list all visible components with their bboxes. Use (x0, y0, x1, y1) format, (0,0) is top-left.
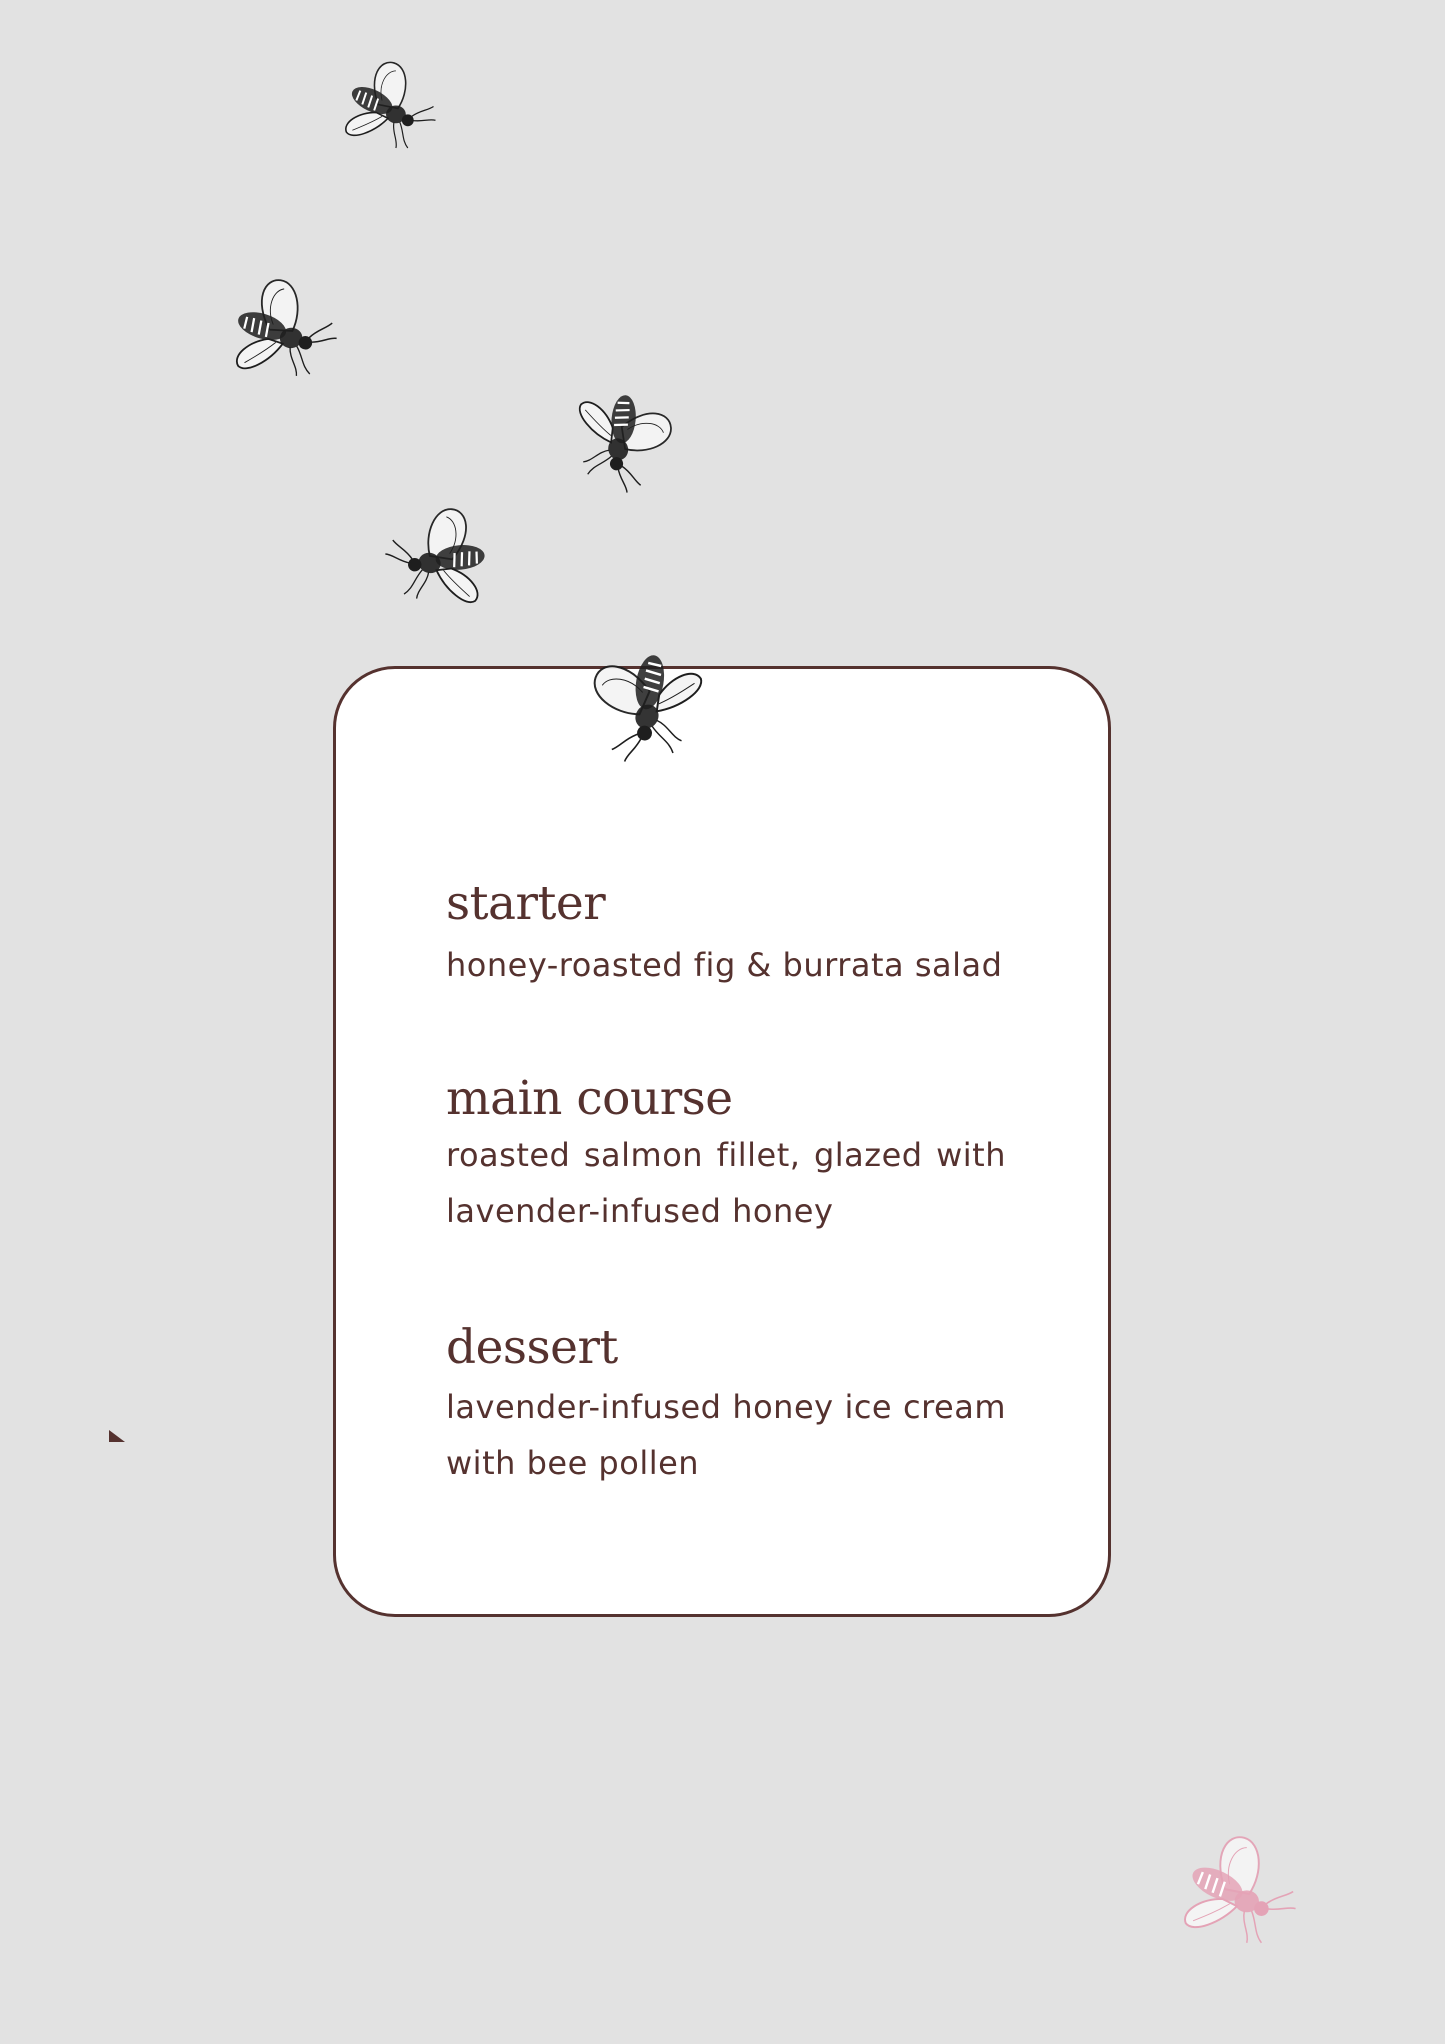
bee-icon (1176, 1830, 1298, 1947)
section-title-main-course: main course (446, 1071, 733, 1126)
bee-icon (215, 266, 346, 388)
section-description-dessert: lavender-infused honey ice cream with bee pollen (446, 1388, 1006, 1482)
section-description-starter: honey-roasted fig & burrata salad (446, 946, 1003, 984)
bee-icon (558, 616, 726, 785)
section-title-dessert: dessert (446, 1320, 618, 1375)
section-title-starter: starter (446, 876, 606, 931)
bee-illustration-1 (336, 57, 440, 151)
section-description-main-course: roasted salmon fillet, glazed with lavender-infused honey (446, 1136, 1006, 1230)
bee-illustration-5 (580, 642, 704, 767)
bee-illustration-2 (222, 274, 339, 381)
triangle-decoration (109, 1430, 125, 1442)
menu-card (333, 666, 1111, 1617)
bee-icon (371, 486, 512, 624)
bee-illustration-4 (386, 502, 493, 621)
bee-illustration-3 (571, 385, 668, 498)
bee-icon (558, 368, 693, 507)
bee-icon (336, 57, 440, 151)
bee-illustration-pink (1176, 1830, 1298, 1947)
